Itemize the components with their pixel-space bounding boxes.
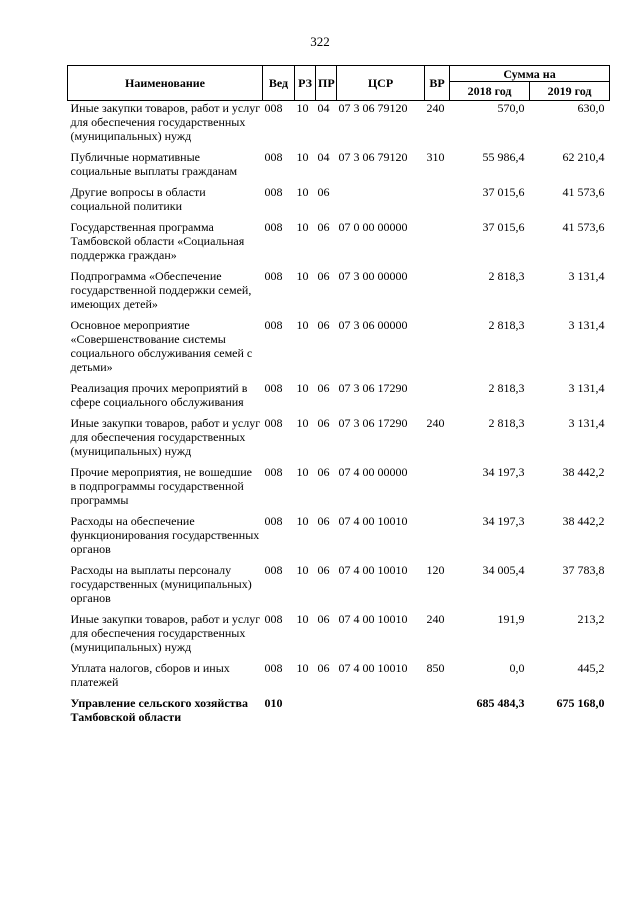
row-amount-2019: 41 573,6: [562, 185, 605, 199]
row-spacer: [68, 213, 610, 220]
row-rz: 10: [296, 416, 309, 430]
row-spacer: [68, 507, 610, 514]
row-rz: 10: [296, 220, 309, 234]
row-pr: 06: [317, 514, 330, 528]
row-name: Государственная программа Тамбовской области «Социальная поддержка граждан»: [70, 220, 245, 262]
row-csr: 07 3 00 00000: [338, 269, 408, 283]
row-ved: 008: [264, 514, 283, 528]
row-spacer: [68, 458, 610, 465]
row-csr: 07 4 00 10010: [338, 563, 408, 577]
row-amount-2018: 191,9: [497, 612, 525, 626]
row-amount-2019: 3 131,4: [568, 416, 605, 430]
header-rz: РЗ: [295, 66, 316, 101]
row-rz: 10: [296, 612, 309, 626]
row-name: Другие вопросы в области социальной политики: [70, 185, 206, 213]
row-amount-2019: 38 442,2: [562, 514, 605, 528]
table-row: [68, 514, 610, 556]
row-amount-2018: 37 015,6: [482, 185, 525, 199]
row-name: Иные закупки товаров, работ и услуг для обеспечения государственных (муниципальных) нужд: [70, 612, 261, 654]
row-csr: 07 3 06 79120: [338, 150, 408, 164]
header-year-2019: 2019 год: [530, 82, 610, 101]
header-year-2018: 2018 год: [450, 82, 530, 101]
row-pr: 04: [317, 101, 330, 115]
row-name: Прочие мероприятия, не вошедшие в подпрограммы государственной программы: [70, 465, 252, 507]
row-csr: 07 3 06 00000: [338, 318, 408, 332]
row-spacer: [68, 311, 610, 318]
row-spacer: [68, 262, 610, 269]
row-rz: 10: [296, 269, 309, 283]
row-rz: 10: [296, 465, 309, 479]
row-amount-2019: 38 442,2: [562, 465, 605, 479]
row-pr: 06: [317, 381, 330, 395]
row-csr: 07 4 00 00000: [338, 465, 408, 479]
table-row: [68, 563, 610, 605]
row-amount-2018: 570,0: [497, 101, 525, 115]
row-name: Основное мероприятие «Совершенствование системы социального обслуживания семей с детьми»: [70, 318, 253, 374]
row-csr: 07 4 00 10010: [338, 514, 408, 528]
row-amount-2018: 685 484,3: [476, 696, 525, 710]
row-ved: 008: [264, 101, 283, 115]
row-name: Иные закупки товаров, работ и услуг для обеспечения государственных (муниципальных) нужд: [70, 101, 261, 143]
table-row: [68, 465, 610, 507]
row-amount-2018: 0,0: [509, 661, 525, 675]
row-rz: 10: [296, 150, 309, 164]
table-row: [68, 101, 610, 144]
header-name: Наименование: [68, 66, 263, 101]
row-vr: 240: [426, 416, 445, 430]
row-name: Реализация прочих мероприятий в сфере социального обслуживания: [70, 381, 248, 409]
row-spacer: [68, 556, 610, 563]
header-csr: ЦСР: [337, 66, 425, 101]
row-name: Подпрограмма «Обеспечение государственной поддержки семей, имеющих детей»: [70, 269, 252, 311]
row-spacer: [68, 409, 610, 416]
row-csr: [337, 696, 425, 724]
row-ved: 008: [264, 612, 283, 626]
row-spacer: [68, 374, 610, 381]
row-ved: 008: [264, 416, 283, 430]
table-row: [68, 150, 610, 178]
row-pr: [316, 696, 337, 724]
row-name: Управление сельского хозяйства Тамбовской области: [70, 696, 249, 724]
row-ved: 008: [264, 185, 283, 199]
table-row: [68, 220, 610, 262]
row-ved: 008: [264, 318, 283, 332]
row-amount-2019: 630,0: [577, 101, 605, 115]
row-vr: [425, 381, 450, 409]
table-row: [68, 381, 610, 409]
header-vr: ВР: [425, 66, 450, 101]
row-ved: 008: [264, 220, 283, 234]
row-ved: 008: [264, 150, 283, 164]
row-pr: 06: [317, 185, 330, 199]
row-rz: 10: [296, 101, 309, 115]
table-header: [68, 66, 610, 101]
row-vr: 850: [426, 661, 445, 675]
row-spacer: [68, 178, 610, 185]
header-ved: Вед: [263, 66, 295, 101]
row-ved: 008: [264, 661, 283, 675]
row-amount-2018: 2 818,3: [488, 318, 525, 332]
table-row: [68, 185, 610, 213]
row-rz: 10: [296, 514, 309, 528]
row-vr: [425, 318, 450, 374]
row-name: Публичные нормативные социальные выплаты гражданам: [70, 150, 238, 178]
budget-table: [67, 65, 610, 731]
row-csr: 07 3 06 17290: [338, 381, 408, 395]
row-rz: 10: [296, 185, 309, 199]
row-name: Иные закупки товаров, работ и услуг для обеспечения государственных (муниципальных) нужд: [70, 416, 261, 458]
row-vr: [425, 465, 450, 507]
row-ved: 008: [264, 269, 283, 283]
row-spacer: [68, 654, 610, 661]
row-amount-2018: 34 197,3: [482, 465, 525, 479]
row-csr: 07 4 00 10010: [338, 612, 408, 626]
row-spacer: [68, 143, 610, 150]
row-pr: 06: [317, 661, 330, 675]
row-vr: [425, 269, 450, 311]
table-row: [68, 696, 610, 724]
row-pr: 06: [317, 269, 330, 283]
header-pr: ПР: [316, 66, 337, 101]
row-amount-2019: 3 131,4: [568, 269, 605, 283]
row-vr: [425, 220, 450, 262]
page-number: 322: [310, 34, 330, 49]
row-amount-2018: 2 818,3: [488, 381, 525, 395]
row-spacer: [68, 724, 610, 731]
row-rz: 10: [296, 563, 309, 577]
row-amount-2018: 55 986,4: [482, 150, 525, 164]
row-vr: [425, 696, 450, 724]
row-amount-2019: 41 573,6: [562, 220, 605, 234]
row-amount-2019: 3 131,4: [568, 381, 605, 395]
row-vr: 310: [426, 150, 445, 164]
row-ved: 008: [264, 465, 283, 479]
row-amount-2019: 37 783,8: [562, 563, 605, 577]
row-csr: 07 3 06 17290: [338, 416, 408, 430]
row-spacer: [68, 689, 610, 696]
row-vr: [425, 185, 450, 213]
row-pr: 06: [317, 612, 330, 626]
row-vr: 240: [426, 612, 445, 626]
row-amount-2019: 213,2: [577, 612, 605, 626]
table-row: [68, 416, 610, 458]
row-amount-2018: 37 015,6: [482, 220, 525, 234]
header-sum: Сумма на: [450, 66, 610, 82]
row-rz: 10: [296, 318, 309, 332]
row-ved: 010: [264, 696, 283, 710]
row-amount-2018: 34 197,3: [482, 514, 525, 528]
row-ved: 008: [264, 563, 283, 577]
row-vr: 240: [426, 101, 445, 115]
row-csr: [337, 185, 425, 213]
row-rz: 10: [296, 381, 309, 395]
row-name: Уплата налогов, сборов и иных платежей: [70, 661, 230, 689]
row-name: Расходы на выплаты персоналу государственных (муниципальных) органов: [70, 563, 252, 605]
row-amount-2018: 2 818,3: [488, 269, 525, 283]
row-pr: 06: [317, 318, 330, 332]
row-amount-2018: 2 818,3: [488, 416, 525, 430]
row-amount-2019: 675 168,0: [556, 696, 605, 710]
row-amount-2019: 3 131,4: [568, 318, 605, 332]
row-amount-2018: 34 005,4: [482, 563, 525, 577]
row-pr: 06: [317, 416, 330, 430]
row-pr: 06: [317, 465, 330, 479]
table-row: [68, 612, 610, 654]
row-csr: 07 0 00 00000: [338, 220, 408, 234]
row-pr: 06: [317, 563, 330, 577]
row-rz: 10: [296, 661, 309, 675]
row-name: Расходы на обеспечение функционирования государственных органов: [70, 514, 260, 556]
row-ved: 008: [264, 381, 283, 395]
table-row: [68, 318, 610, 374]
row-amount-2019: 445,2: [577, 661, 605, 675]
row-spacer: [68, 605, 610, 612]
row-pr: 04: [317, 150, 330, 164]
row-rz: [295, 696, 316, 724]
table-row: [68, 661, 610, 689]
table-body: [68, 101, 610, 732]
row-vr: 120: [426, 563, 445, 577]
row-csr: 07 3 06 79120: [338, 101, 408, 115]
row-vr: [425, 514, 450, 556]
table-row: [68, 269, 610, 311]
row-pr: 06: [317, 220, 330, 234]
row-amount-2019: 62 210,4: [562, 150, 605, 164]
row-csr: 07 4 00 10010: [338, 661, 408, 675]
